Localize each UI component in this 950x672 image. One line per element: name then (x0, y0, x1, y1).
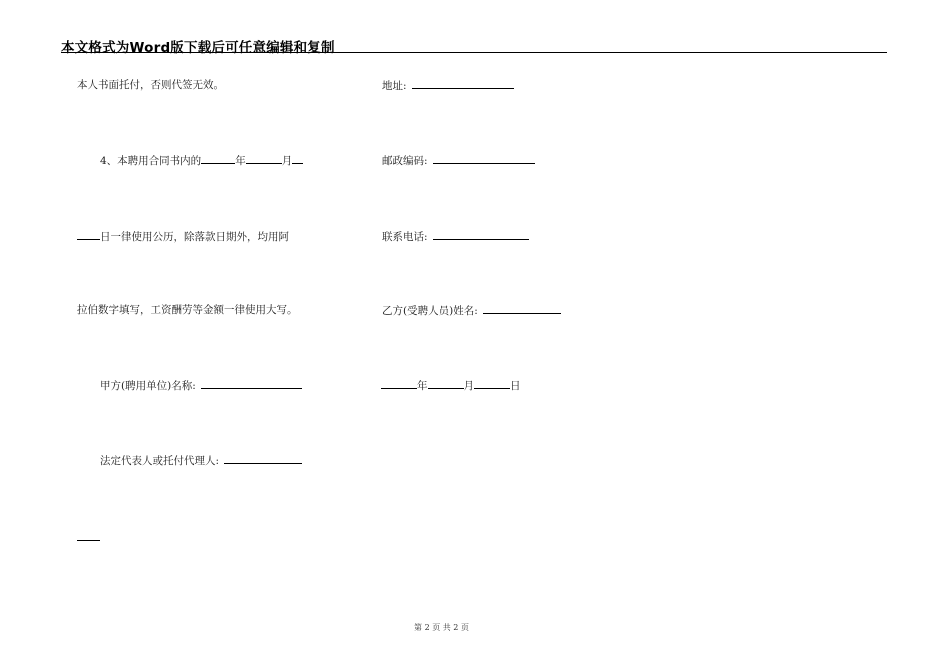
representative-field (100, 453, 302, 468)
year-blank[interactable] (201, 153, 235, 164)
clause-line-numbers (77, 303, 298, 317)
page-number-footer: 第 2 页 共 2 页 (414, 623, 469, 632)
clause-line-signature (77, 78, 224, 92)
signing-year-blank[interactable] (381, 378, 417, 389)
document-header-title: 本文格式为Word版下载后可任意编辑和复制 (61, 40, 335, 56)
phone-blank[interactable] (433, 229, 529, 240)
phone-label: 联系电话: (382, 231, 428, 243)
day-blank-start[interactable] (292, 153, 303, 164)
address-blank[interactable] (412, 78, 514, 89)
signing-day-char: 日 (510, 380, 521, 392)
clause-text: 本人书面托付，否则代签无效。 (77, 79, 224, 91)
representative-blank-continued (77, 530, 100, 545)
year-char: 年 (235, 155, 246, 167)
address-label: 地址: (382, 80, 407, 92)
clause-text: 日一律使用公历，除落款日期外，均用阿 (100, 231, 289, 243)
address-field (382, 78, 514, 93)
header-divider (61, 52, 887, 53)
party-b-name-blank[interactable] (483, 303, 561, 314)
phone-field (382, 229, 529, 244)
signing-year-char: 年 (417, 380, 428, 392)
representative-blank-end[interactable] (77, 530, 100, 541)
party-a-name-blank[interactable] (201, 378, 302, 389)
clause-line-dates (100, 153, 303, 168)
clause-text: 拉伯数字填写，工资酬劳等金额一律使用大写。 (77, 304, 298, 316)
representative-blank[interactable] (224, 453, 302, 464)
month-blank[interactable] (246, 153, 282, 164)
party-a-label: 甲方(聘用单位)名称: (100, 380, 196, 392)
clause-line-calendar (77, 229, 289, 244)
day-blank-end[interactable] (77, 229, 100, 240)
party-a-name-field (100, 378, 302, 393)
signing-month-blank[interactable] (428, 378, 464, 389)
signing-day-blank[interactable] (474, 378, 510, 389)
postcode-blank[interactable] (433, 153, 535, 164)
signing-date-field (381, 378, 521, 393)
party-b-label: 乙方(受聘人员)姓名: (382, 305, 478, 317)
postcode-field (382, 153, 535, 168)
signing-month-char: 月 (463, 380, 474, 392)
party-b-name-field (382, 303, 561, 318)
clause-text: 4、本聘用合同书内的 (100, 155, 202, 167)
representative-label: 法定代表人或托付代理人: (100, 455, 220, 467)
month-char: 月 (281, 155, 293, 167)
postcode-label: 邮政编码: (382, 155, 428, 167)
